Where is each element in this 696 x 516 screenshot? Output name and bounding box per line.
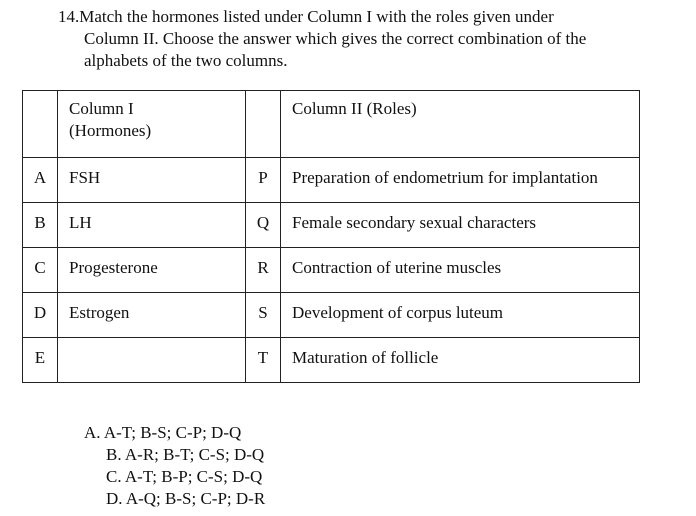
hormone-name (58, 338, 245, 347)
left-letter: D (33, 303, 47, 322)
question-line-1: 14.Match the hormones listed under Column I with the roles given under (58, 7, 554, 26)
question-text (58, 6, 658, 72)
role-text: Development of corpus luteum (292, 303, 504, 322)
right-letter: Q (256, 213, 270, 232)
left-letter: A (33, 168, 47, 187)
table-row (23, 203, 640, 248)
column-1-subtitle: (Hormones) (69, 121, 152, 140)
table-header-row (23, 91, 640, 158)
table-row (23, 158, 640, 203)
left-letter: E (34, 348, 46, 367)
role-text: Maturation of follicle (292, 348, 439, 367)
left-letter: C (34, 258, 46, 277)
table-row (23, 293, 640, 338)
column-2-title: Column II (Roles) (292, 99, 417, 118)
hormone-name: LH (69, 213, 92, 232)
hormone-name: FSH (69, 168, 101, 187)
column-2-header (281, 91, 640, 158)
hormone-name: Estrogen (69, 303, 130, 322)
right-letter: T (257, 348, 269, 367)
right-letter: R (257, 258, 269, 277)
table-row (23, 248, 640, 293)
role-text: Female secondary sexual characters (292, 213, 537, 232)
answer-options (84, 422, 265, 510)
hormone-name: Progesterone (69, 258, 158, 277)
header-blank-left (23, 91, 58, 158)
question-line-2: Column II. Choose the answer which gives the correct combination of the (84, 29, 587, 48)
role-text: Contraction of uterine muscles (292, 258, 502, 277)
left-letter: B (34, 213, 46, 232)
column-1-header (58, 91, 246, 158)
right-letter: P (258, 168, 268, 187)
column-1-title: Column I (69, 99, 134, 118)
option-b[interactable]: B. A-R; B-T; C-S; D-Q (106, 445, 265, 464)
role-text: Preparation of endometrium for implantation (292, 168, 598, 187)
right-letter: S (258, 303, 268, 322)
option-c[interactable]: C. A-T; B-P; C-S; D-Q (106, 467, 263, 486)
table-row (23, 338, 640, 383)
option-a[interactable]: A. A-T; B-S; C-P; D-Q (84, 423, 242, 442)
header-blank-right (246, 91, 281, 158)
option-d[interactable]: D. A-Q; B-S; C-P; D-R (106, 489, 266, 508)
question-line-3: alphabets of the two columns. (84, 51, 288, 70)
match-table (22, 90, 640, 383)
question-number: 14. (58, 7, 80, 26)
